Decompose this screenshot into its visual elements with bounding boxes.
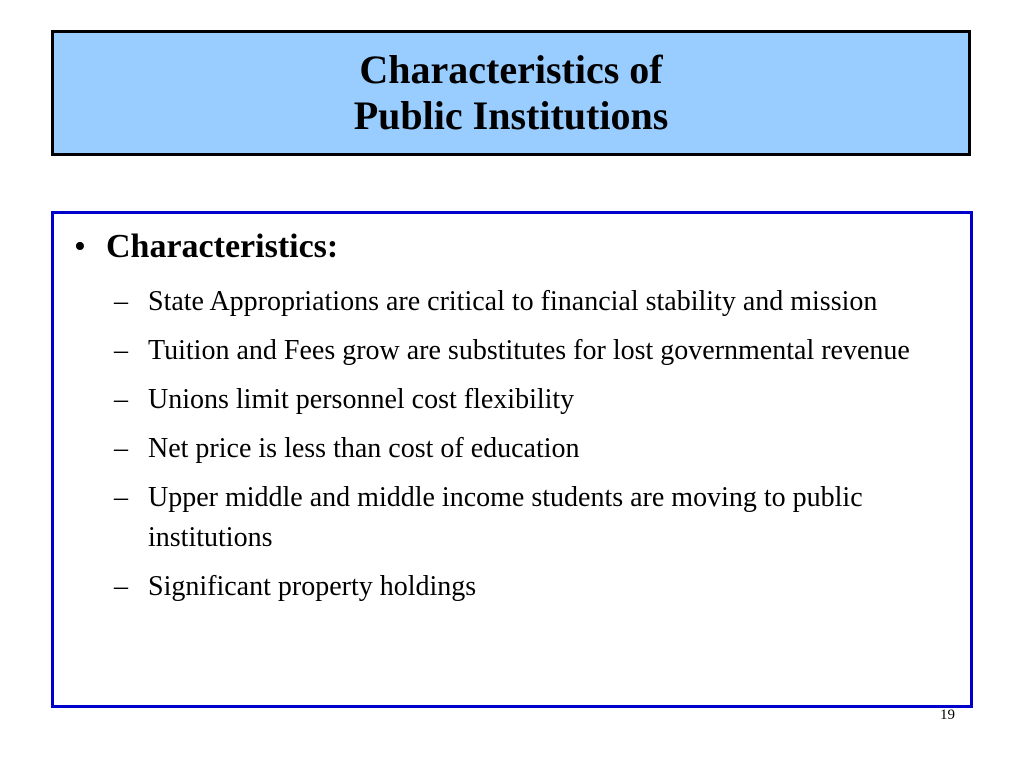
list-item-text: Unions limit personnel cost flexibility bbox=[148, 384, 575, 415]
dash-marker: – bbox=[114, 335, 128, 366]
title-line-2: Public Institutions bbox=[353, 93, 669, 138]
main-bullet bbox=[74, 228, 338, 266]
list-item bbox=[114, 478, 964, 558]
dash-marker: – bbox=[114, 482, 128, 513]
list-item bbox=[114, 567, 964, 607]
list-item-text: Significant property holdings bbox=[148, 571, 477, 602]
sub-bullet-list bbox=[114, 282, 964, 616]
list-item-text: Upper middle and middle income students are moving to public institutions bbox=[148, 482, 863, 553]
bullet-heading: Characteristics: bbox=[106, 228, 339, 265]
title-box bbox=[51, 30, 971, 156]
list-item-text: State Appropriations are critical to financial stability and mission bbox=[148, 286, 878, 317]
dash-marker: – bbox=[114, 571, 128, 602]
list-item-text: Net price is less than cost of education bbox=[148, 433, 580, 464]
dash-marker: – bbox=[114, 433, 128, 464]
list-item bbox=[114, 380, 964, 420]
dash-marker: – bbox=[114, 286, 128, 317]
page-number: 19 bbox=[940, 707, 955, 723]
list-item bbox=[114, 331, 964, 371]
list-item bbox=[114, 282, 964, 322]
dash-marker: – bbox=[114, 384, 128, 415]
content-box bbox=[51, 211, 973, 708]
list-item-text: Tuition and Fees grow are substitutes for lost governmental revenue bbox=[148, 335, 910, 366]
bullet-marker: • bbox=[74, 228, 86, 265]
title-line-1: Characteristics of bbox=[359, 47, 663, 92]
list-item bbox=[114, 429, 964, 469]
